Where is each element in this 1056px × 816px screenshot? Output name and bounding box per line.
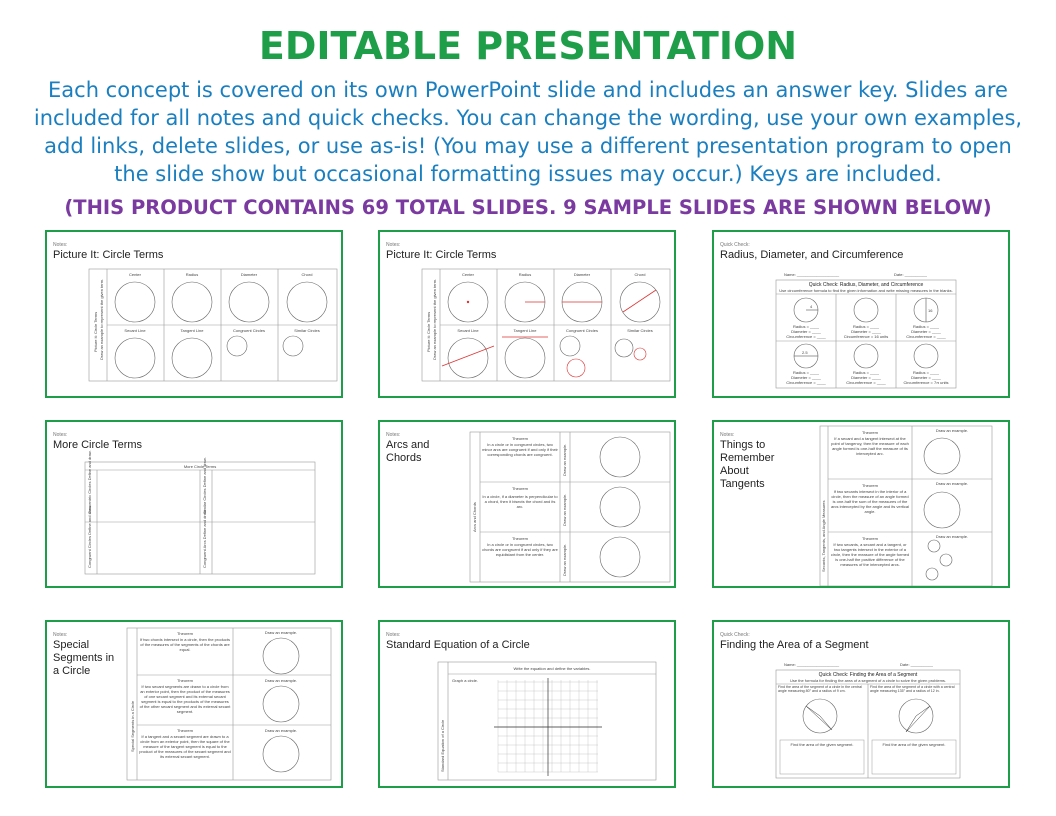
slide-tag: Notes: [53, 432, 68, 438]
side-label: Arcs and Chords [472, 502, 477, 532]
svg-text:Diameter = ____: Diameter = ____ [911, 329, 941, 334]
slide-tag: Notes: [386, 242, 401, 248]
theorem-text: If two secants intersect in the interior of a circle, then the measure of an angle formed is one-half the sum of the measures of the arcs intercepted by the angle and its vertical angle. [830, 489, 910, 514]
slide-tag: Notes: [53, 242, 68, 248]
svg-text:Draw an example.: Draw an example. [935, 534, 969, 539]
equation-instruction: Write the equation and define the variables. [513, 666, 591, 671]
svg-text:Diameter = ____: Diameter = ____ [791, 375, 821, 380]
product-description: Each concept is covered on its own PowerPoint slide and includes an answer key. Slides are included for all notes and quick checks. You can change the wording, use your own examples, add links, delete slides, or use as-is! (You may use a different presentation program to open the slide show but occasional formatting issues may occur.) Keys are included. [33, 78, 1023, 186]
arcs-chords-table [380, 422, 676, 588]
name-field: Name: ___________________ [784, 662, 840, 667]
sheet-instructions: Use circumference formula to find the given information and write missing measures in the blanks. [779, 288, 953, 293]
svg-text:Diameter = ____: Diameter = ____ [791, 329, 821, 334]
cell-label: Congruent Circles Define and draw. [87, 504, 92, 568]
theorem-text: If two secants, a secant and a tangent, or two tangents intersect in the exterior of a circle, then the measure of the angle formed is one-half the positive difference of the measures of the intercepted arcs. [830, 542, 910, 567]
area-of-segment-worksheet [714, 622, 1010, 788]
term-label: Center [461, 272, 475, 277]
answer-box-label: Find the area of the given segment. [882, 742, 946, 747]
svg-text:Radius = ____: Radius = ____ [913, 370, 939, 375]
theorem-text: If two chords intersect in a circle, then the products of the measures of the segments of the chords are equal. [139, 637, 231, 652]
term-label: Diameter [240, 272, 258, 277]
svg-text:Theorem: Theorem [176, 631, 194, 636]
slide-tag: Notes: [720, 432, 735, 438]
svg-text:Circumference = ____: Circumference = ____ [786, 380, 826, 385]
measure-label: 4 [810, 304, 813, 309]
side-sublabel: Draw an example to represent the given term. [99, 278, 104, 360]
slide-thumbnail-3[interactable] [712, 230, 1010, 398]
radius-diameter-worksheet [714, 232, 1010, 398]
special-segments-table [47, 622, 343, 788]
svg-text:Radius = ____: Radius = ____ [793, 370, 819, 375]
theorem-text: In a circle or in congruent circles, two chords are congruent if and only if they are equidistant from the center. [482, 542, 558, 557]
table-title: More Circle Terms [183, 464, 217, 469]
slide-title: Radius, Diameter, and Circumference [720, 249, 904, 261]
svg-text:Draw an example.: Draw an example. [264, 678, 298, 683]
side-sublabel: Draw an example to represent the given term. [432, 278, 437, 360]
term-label: Similar Circles [294, 328, 320, 333]
cell-label: Concentric Circles Define and draw. [87, 450, 92, 514]
measure-label: 2.5 [802, 350, 808, 355]
slide-title: Finding the Area of a Segment [720, 639, 869, 651]
term-label: Radius [185, 272, 199, 277]
slide-thumbnail-7[interactable] [45, 620, 343, 788]
svg-text:Draw an example.: Draw an example. [562, 493, 567, 526]
circle-equation-sheet [380, 622, 676, 788]
problem-prompt: Find the area of the segment of a circle in the central angle measuring 80° and a radius of 9 cm. [778, 685, 862, 694]
slide-thumbnail-8[interactable] [378, 620, 676, 788]
svg-text:Draw an example.: Draw an example. [935, 481, 969, 486]
slide-title: Standard Equation of a Circle [386, 639, 530, 651]
theorem-text: In a circle or in congruent circles, two minor arcs are congruent if and only if their corresponding chords are congruent. [482, 442, 558, 457]
svg-text:Theorem: Theorem [176, 678, 194, 683]
term-label: Center [128, 272, 142, 277]
slide-tag: Quick Check: [720, 632, 750, 638]
sheet-title: Quick Check: Radius, Diameter, and Circumference [808, 282, 924, 288]
slide-thumbnail-1[interactable] [45, 230, 343, 398]
slide-thumbnail-4[interactable] [45, 420, 343, 588]
term-label: Chord [634, 272, 646, 277]
date-field: Date: __________ [894, 272, 927, 277]
term-label: Chord [301, 272, 313, 277]
name-field: Name: ___________________ [784, 272, 840, 277]
answer-box-label: Find the area of the given segment. [790, 742, 854, 747]
problem-prompt: Find the area of the segment of a circle with a central angle measuring 135° and a radius of 12 in. [870, 685, 955, 694]
svg-text:Theorem: Theorem [176, 728, 194, 733]
svg-text:Theorem: Theorem [511, 436, 529, 441]
slide-title: More Circle Terms [53, 439, 143, 451]
theorem-text: If two secant segments are drawn to a circle from an exterior point, then the product of the measures of one secant segment and its external secant segment is equal to the products of the measures of the other secant segment and its external secant segment. [139, 684, 231, 714]
graph-label: Graph a circle. [452, 678, 479, 683]
term-label: Radius [518, 272, 532, 277]
theorem-text: In a circle, if a diameter is perpendicular to a chord, then it bisects the chord and its arc. [482, 494, 558, 509]
term-label: Diameter [573, 272, 591, 277]
slide-tag: Notes: [53, 632, 68, 638]
term-label: Tangent Line [513, 328, 537, 333]
svg-text:Draw an example.: Draw an example. [935, 428, 969, 433]
svg-text:Draw an example.: Draw an example. [562, 443, 567, 476]
svg-text:Theorem: Theorem [511, 536, 529, 541]
slide-title: Picture It: Circle Terms [386, 249, 497, 261]
sheet-instructions: Use the formula for finding the area of a segment of a circle to solve the given problems. [789, 678, 947, 683]
theorem-text: If a secant and a tangent intersect at the point of tangency, then the measure of each angle formed is one-half the measure of its intercepted arc. [831, 436, 909, 456]
circle-terms-answer-key [380, 232, 676, 398]
svg-text:Radius = ____: Radius = ____ [853, 324, 879, 329]
svg-text:Radius = ____: Radius = ____ [793, 324, 819, 329]
slide-tag: Notes: [386, 432, 401, 438]
term-label: Secant Line [124, 328, 146, 333]
slide-thumbnail-2[interactable] [378, 230, 676, 398]
theorem-text: If a tangent and a secant segment are drawn to a circle from an exterior point, then the square of the measure of the tangent segment is equal to the product of the measures of the secant segment and its external secant segment. [139, 734, 231, 759]
slide-title: Arcs and Chords [386, 439, 430, 464]
slide-title: Special Segments in a Circle [53, 639, 115, 677]
circle-terms-worksheet [47, 232, 343, 398]
side-label: Picture It: Circle Terms [426, 311, 431, 352]
slide-title: Picture It: Circle Terms [53, 249, 164, 261]
tangents-table [714, 422, 1010, 588]
slide-title: Things to Remember About Tangents [720, 439, 775, 490]
svg-text:Theorem: Theorem [861, 483, 879, 488]
cell-label: Congruent Arcs Define and draw. [202, 509, 207, 568]
svg-text:Radius = ____: Radius = ____ [913, 324, 939, 329]
slide-thumbnail-5[interactable] [378, 420, 676, 588]
slide-tag: Quick Check: [720, 242, 750, 248]
svg-text:Draw an example.: Draw an example. [264, 728, 298, 733]
measure-label: 16 [928, 308, 933, 313]
svg-text:Diameter = ____: Diameter = ____ [911, 375, 941, 380]
date-field: Date: __________ [900, 662, 933, 667]
svg-text:Diameter = ____: Diameter = ____ [851, 329, 881, 334]
slide-tag: Notes: [386, 632, 401, 638]
svg-text:Theorem: Theorem [861, 536, 879, 541]
side-label: Secants, Tangents, and Angle Measures [821, 500, 826, 572]
svg-text:Draw an example.: Draw an example. [264, 630, 298, 635]
sheet-title: Quick Check: Finding the Area of a Segment [818, 672, 918, 678]
cell-label: Similar Circles Define and draw. [202, 457, 207, 514]
svg-text:Circumference = 16 units: Circumference = 16 units [843, 334, 889, 339]
slide-thumbnail-6[interactable] [712, 420, 1010, 588]
headline: EDITABLE PRESENTATION [258, 24, 798, 68]
svg-text:Circumference = ____: Circumference = ____ [906, 334, 946, 339]
svg-text:Circumference = ____: Circumference = ____ [846, 380, 886, 385]
term-label: Similar Circles [627, 328, 653, 333]
svg-text:Diameter = ____: Diameter = ____ [851, 375, 881, 380]
svg-text:Circumference = ____: Circumference = ____ [786, 334, 826, 339]
term-label: Congruent Circles [565, 328, 599, 333]
svg-text:Draw an example.: Draw an example. [562, 543, 567, 576]
side-label: Standard Equation of a Circle [440, 719, 445, 772]
term-label: Congruent Circles [232, 328, 266, 333]
side-label: Picture It: Circle Terms [93, 311, 98, 352]
more-circle-terms-table [47, 422, 343, 588]
svg-text:Circumference = 7π units: Circumference = 7π units [903, 380, 949, 385]
svg-text:Theorem: Theorem [861, 430, 879, 435]
term-label: Secant Line [457, 328, 479, 333]
side-label: Special Segments in a Circle [130, 700, 135, 752]
slide-thumbnail-9[interactable] [712, 620, 1010, 788]
svg-text:Theorem: Theorem [511, 486, 529, 491]
svg-text:Radius = ____: Radius = ____ [853, 370, 879, 375]
term-label: Tangent Line [180, 328, 204, 333]
slide-count-notice: (THIS PRODUCT CONTAINS 69 TOTAL SLIDES. 9 SAMPLE SLIDES ARE SHOWN BELOW) [64, 196, 992, 219]
